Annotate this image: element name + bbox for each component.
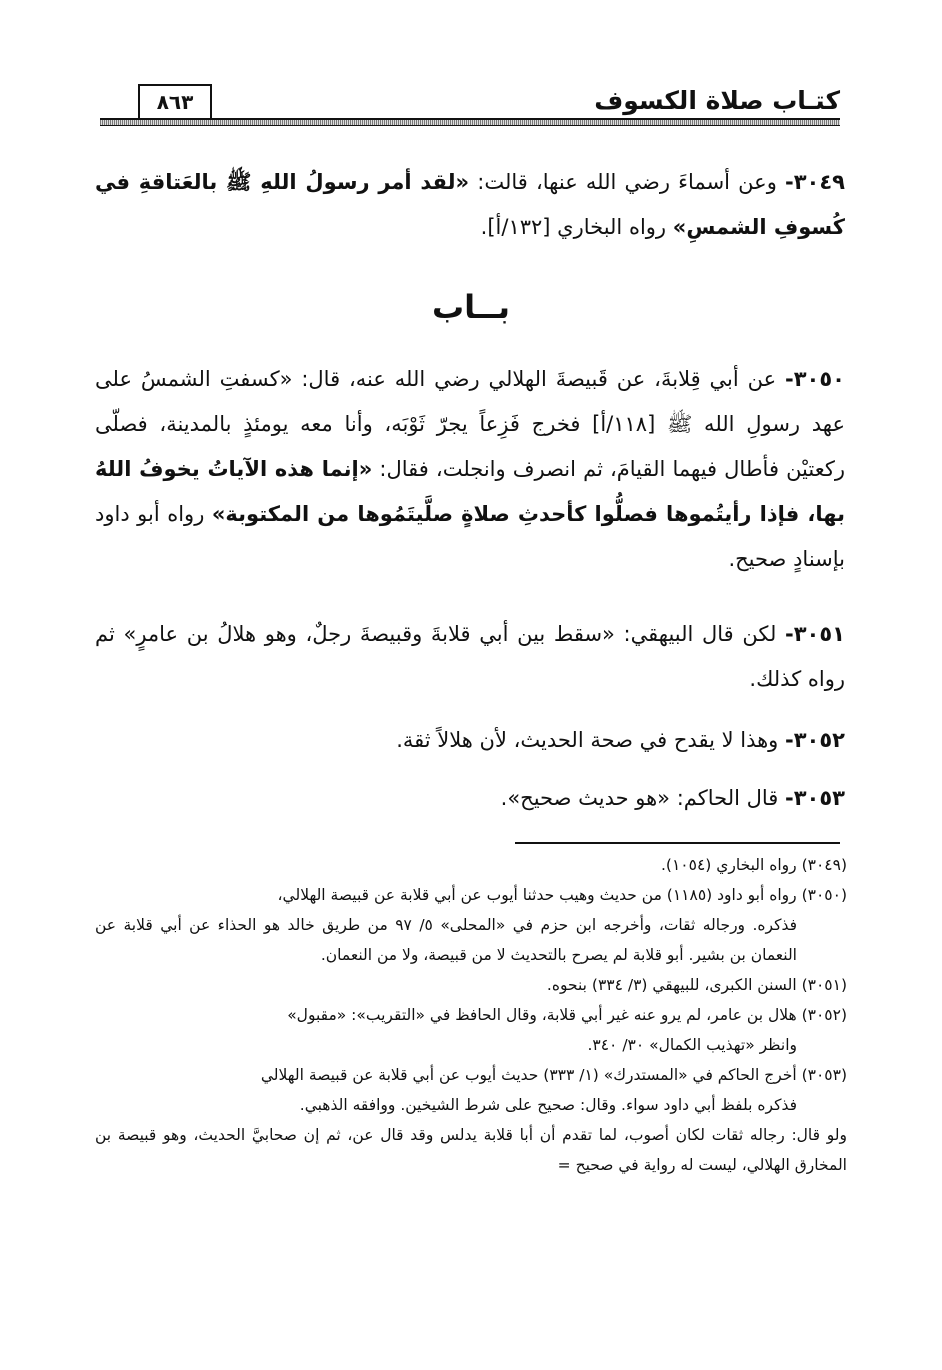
footnote-number: (٣٠٥٢) (801, 1006, 847, 1024)
footnote-3050 (95, 880, 847, 910)
hadith-number: ٣٠٥٣- (785, 786, 845, 810)
section-heading: بــاب (431, 288, 511, 326)
paragraph-text: رواه البخاري [١٣٢/أ]. (480, 215, 673, 239)
footnote-3051 (95, 970, 847, 1000)
footnote-number: (٣٠٥٠) (801, 886, 847, 904)
footnote-number: (٣٠٥١) (801, 976, 847, 994)
running-header (100, 78, 840, 130)
footnote-3050-continued: فذكره. ورجاله ثقات، وأخرجه ابن حزم في «المحلى» ٥/ ٩٧ من طريق خالد هو الحذاء عن أبي قلابة عن النعمان بن بشير. أبو قلابة لم يصرح بالتحديث لا من قبيصة، ولا من النعمان. (95, 916, 797, 964)
paragraph (95, 160, 845, 250)
paragraph-text: عن أبي قِلابةَ، عن قَبيصةَ الهلالي رضي الله عنه، قال: «كسفتِ الشمسُ على عهد رسولِ الله ﷺ [١١٨/أ] فخرج فَزِعاً يجرّ ثَوْبَه، وأنا معه يومئذٍ بالمدينة، فصلّى ركعتيْن فأطال فيهما القيامَ، ثم انصرف وانجلت، فقال: (95, 367, 846, 481)
hadith-3052 (95, 718, 845, 763)
paragraph-text: قال الحاكم: «هو حديث صحيح». (500, 786, 785, 810)
paragraph-text: رواه أبو داود بإسنادٍ صحيح. (95, 502, 845, 571)
paragraph-text: وهذا لا يقدح في صحة الحديث، لأن هلالاً ثقة. (396, 728, 785, 752)
footnote-3053 (95, 1060, 847, 1090)
prophetic-quote: «لقد أمر رسولُ اللهِ ﷺ بالعَتاقةِ في كُسوفِ الشمسِ» (95, 170, 845, 239)
footnote-3053-continued: ولو قال: رجاله ثقات لكان أصوب، لما تقدم أن أبا قلابة يدلس وقد قال عن، ثم إن صحابيَّ الحديث، وهو قبيصة بن المخارق الهلالي، ليست له رواية في صحيح = (95, 1126, 847, 1174)
paragraph-text: وعن أسماءَ رضي الله عنها، قالت: (469, 170, 786, 194)
footnote-text: رواه البخاري (١٠٥٤). (660, 856, 802, 874)
prophetic-quote: «إنما هذه الآياتُ يخوفُ اللهُ بها، فإذا رأيتُموها فصلُّوا كأحدثِ صلاةٍ صلَّيتَمُوها من المكتوبة» (95, 457, 845, 526)
footnote-number: (٣٠٤٩) (801, 856, 847, 874)
header-rule (100, 118, 840, 126)
hadith-number: ٣٠٥٠- (785, 367, 845, 391)
footnote-text: السنن الكبرى، للبيهقي (٣/ ٣٣٤) بنحوه. (546, 976, 802, 994)
hadith-3049 (95, 160, 845, 250)
hadith-3053 (95, 776, 845, 821)
footnotes (95, 850, 847, 1180)
footnote-text: هلال بن عامر، لم يرو عنه غير أبي قلابة، وقال الحافظ في «التقريب»: «مقبول» (287, 1006, 802, 1024)
paragraph (95, 612, 845, 702)
paragraph (95, 357, 845, 582)
footnote-text: رواه أبو داود (١١٨٥) من حديث وهيب حدثنا أيوب عن أبي قلابة عن قبيصة الهلالي، (277, 886, 802, 904)
hadith-3050 (95, 357, 845, 582)
footnote-3052 (95, 1000, 847, 1030)
footnote-number: (٣٠٥٣) (801, 1066, 847, 1084)
chapter-title: كتـاب صلاة الكسوف (594, 86, 840, 115)
page-number: ٨٦٣ (138, 84, 212, 118)
footnote-3049 (95, 850, 847, 880)
hadith-number: ٣٠٥١- (785, 622, 845, 646)
paragraph (95, 718, 845, 763)
footnote-3052-continued: وانظر «تهذيب الكمال» ٣٠/ ٣٤٠. (587, 1036, 797, 1054)
footnote-separator (515, 842, 840, 844)
paragraph-text: لكن قال البيهقي: «سقط بين أبي قلابةَ وقبيصةَ رجلٌ، وهو هلالُ بن عامرٍ» ثم رواه كذلك. (95, 622, 845, 691)
hadith-number: ٣٠٥٢- (785, 728, 845, 752)
footnote-text: أخرج الحاكم في «المستدرك» (١/ ٣٣٣) حديث أيوب عن أبي قلابة عن قبيصة الهلالي (260, 1066, 802, 1084)
paragraph (95, 776, 845, 821)
hadith-3051 (95, 612, 845, 702)
hadith-number: ٣٠٤٩- (785, 170, 846, 194)
footnote-3053-continued: فذكره بلفظ أبي داود سواء. وقال: صحيح على شرط الشيخين. ووافقه الذهبي. (299, 1096, 797, 1114)
